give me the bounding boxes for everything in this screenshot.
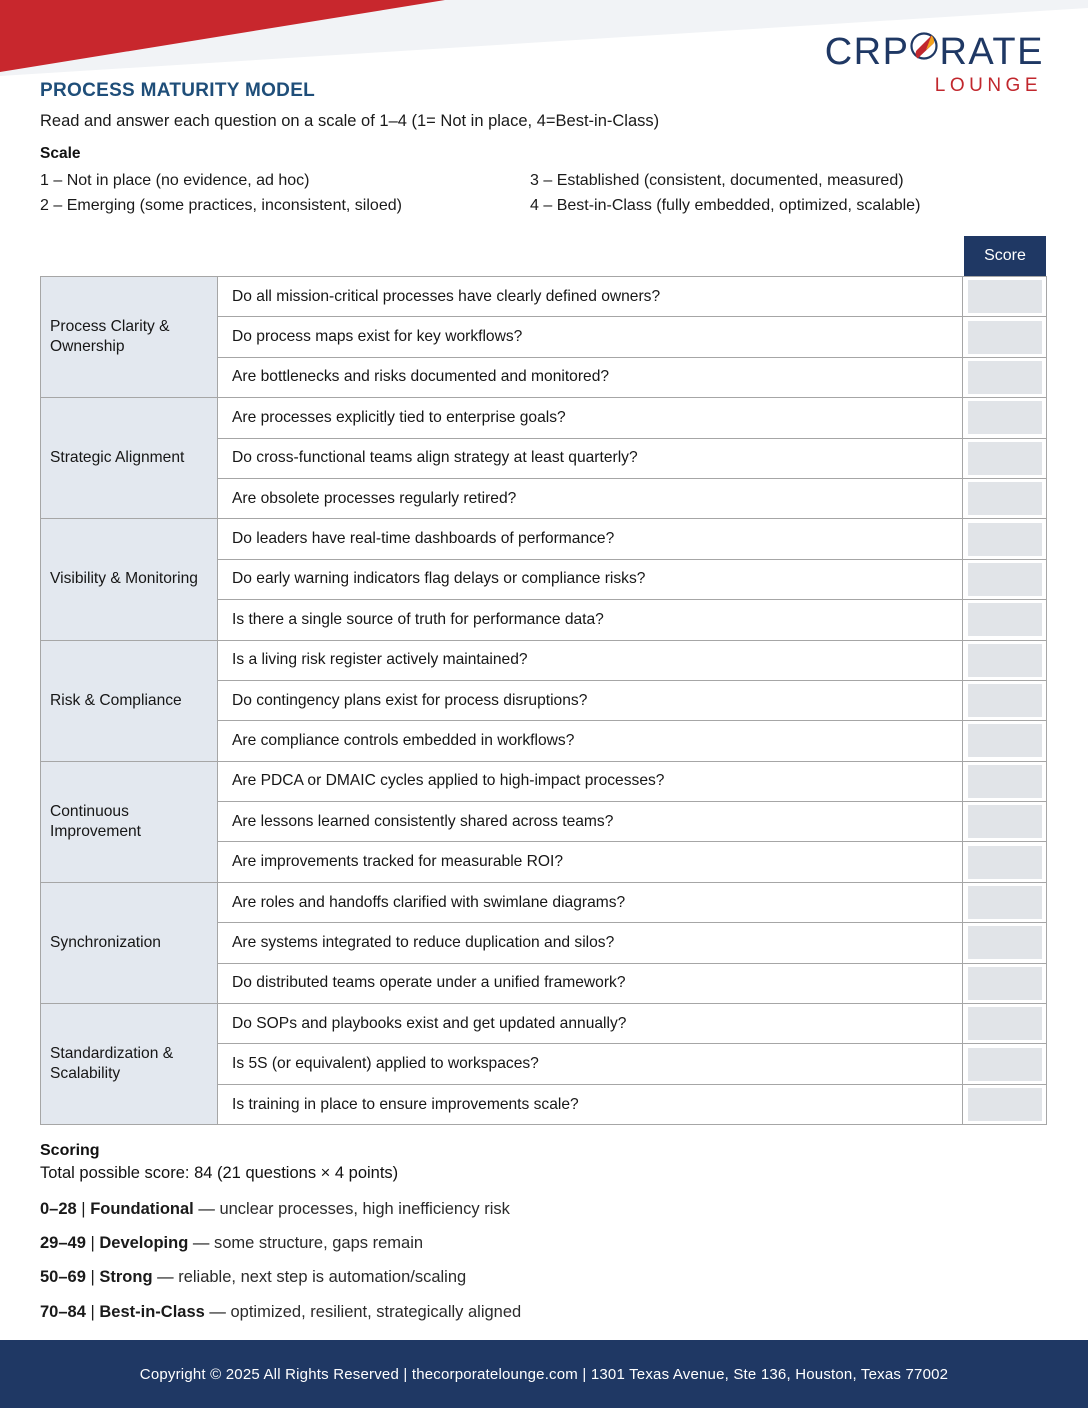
- question-cell: Do contingency plans exist for process disruptions?: [218, 680, 963, 720]
- score-input-box[interactable]: [968, 401, 1042, 434]
- score-input-box[interactable]: [968, 684, 1042, 717]
- category-cell: Process Clarity & Ownership: [41, 277, 218, 398]
- scale-heading: Scale: [40, 145, 81, 162]
- score-column-header: Score: [964, 236, 1046, 276]
- score-band-separator: |: [85, 1233, 100, 1252]
- scale-item-2: 2 – Emerging (some practices, inconsistent, siloed): [40, 197, 402, 214]
- score-band-range: 70–84: [40, 1302, 86, 1321]
- question-cell: Do distributed teams operate under a unified framework?: [218, 963, 963, 1003]
- score-band-separator: |: [85, 1302, 100, 1321]
- brand-text-1: C: [824, 31, 854, 73]
- score-band-dash: —: [204, 1302, 231, 1321]
- maturity-assessment-table: [40, 276, 1047, 1125]
- question-cell: Are PDCA or DMAIC cycles applied to high-impact processes?: [218, 761, 963, 801]
- scoring-legend: [40, 1141, 1040, 1323]
- score-band-row: [40, 1232, 1040, 1254]
- score-input-box[interactable]: [968, 724, 1042, 757]
- question-cell: Is a living risk register actively maintained?: [218, 640, 963, 680]
- score-input-box[interactable]: [968, 563, 1042, 596]
- score-band-label: Developing: [99, 1233, 189, 1252]
- score-input-box[interactable]: [968, 846, 1042, 879]
- score-input-cell[interactable]: [963, 761, 1047, 801]
- table-row: [41, 277, 1047, 317]
- scale-legend: [40, 172, 1050, 215]
- score-input-box[interactable]: [968, 523, 1042, 556]
- category-cell: Standardization & Scalability: [41, 1004, 218, 1125]
- category-cell: Risk & Compliance: [41, 640, 218, 761]
- score-input-box[interactable]: [968, 321, 1042, 354]
- score-band-dash: —: [152, 1268, 179, 1287]
- brand-logo: [825, 26, 1044, 95]
- category-cell: Visibility & Monitoring: [41, 519, 218, 640]
- question-cell: Do SOPs and playbooks exist and get updated annually?: [218, 1004, 963, 1044]
- question-cell: Are bottlenecks and risks documented and monitored?: [218, 357, 963, 397]
- score-input-cell[interactable]: [963, 398, 1047, 438]
- score-input-cell[interactable]: [963, 1084, 1047, 1124]
- score-input-cell[interactable]: [963, 519, 1047, 559]
- brand-sub-wordmark: LOUNGE: [934, 75, 1042, 96]
- score-band-range: 50–69: [40, 1268, 86, 1287]
- score-input-cell[interactable]: [963, 963, 1047, 1003]
- scale-item-4: 4 – Best-in-Class (fully embedded, optimized, scalable): [530, 197, 921, 214]
- score-input-box[interactable]: [968, 482, 1042, 515]
- score-band-label: Foundational: [90, 1199, 194, 1218]
- score-band-dash: —: [188, 1233, 214, 1252]
- score-input-box[interactable]: [968, 361, 1042, 394]
- category-cell: Continuous Improvement: [41, 761, 218, 882]
- scale-item-1: 1 – Not in place (no evidence, ad hoc): [40, 172, 310, 189]
- score-input-cell[interactable]: [963, 842, 1047, 882]
- table-row: [41, 882, 1047, 922]
- score-input-cell[interactable]: [963, 317, 1047, 357]
- score-input-cell[interactable]: [963, 1004, 1047, 1044]
- category-cell: Strategic Alignment: [41, 398, 218, 519]
- scoring-total: Total possible score: 84 (21 questions × 4 points): [40, 1163, 399, 1182]
- question-cell: Do leaders have real-time dashboards of performance?: [218, 519, 963, 559]
- question-cell: Do all mission-critical processes have clearly defined owners?: [218, 277, 963, 317]
- page-footer: [0, 1340, 1088, 1408]
- question-cell: Is training in place to ensure improvements scale?: [218, 1084, 963, 1124]
- score-input-cell[interactable]: [963, 721, 1047, 761]
- score-band-description: unclear processes, high inefficiency risk: [219, 1199, 510, 1218]
- score-band-row: [40, 1198, 1040, 1220]
- score-input-box[interactable]: [968, 1007, 1042, 1040]
- question-cell: Do process maps exist for key workflows?: [218, 317, 963, 357]
- score-band-row: [40, 1301, 1040, 1323]
- score-input-box[interactable]: [968, 765, 1042, 798]
- question-cell: Are systems integrated to reduce duplication and silos?: [218, 923, 963, 963]
- score-band-separator: |: [76, 1199, 91, 1218]
- brand-wordmark: [825, 26, 1044, 71]
- page-subtitle: Read and answer each question on a scale of 1–4 (1= Not in place, 4=Best-in-Class): [40, 112, 660, 130]
- question-cell: Are lessons learned consistently shared across teams?: [218, 802, 963, 842]
- score-input-cell[interactable]: [963, 882, 1047, 922]
- score-input-box[interactable]: [968, 644, 1042, 677]
- score-band-description: reliable, next step is automation/scaling: [178, 1268, 467, 1287]
- score-input-cell[interactable]: [963, 1044, 1047, 1084]
- score-input-box[interactable]: [968, 805, 1042, 838]
- score-input-box[interactable]: [968, 1048, 1042, 1081]
- score-input-cell[interactable]: [963, 923, 1047, 963]
- question-cell: Is 5S (or equivalent) applied to workspaces?: [218, 1044, 963, 1084]
- score-band-range: 29–49: [40, 1233, 86, 1252]
- score-band-separator: |: [85, 1268, 100, 1287]
- question-cell: Are processes explicitly tied to enterprise goals?: [218, 398, 963, 438]
- brand-o-mark-icon: [909, 26, 939, 64]
- table-row: [41, 519, 1047, 559]
- score-input-cell[interactable]: [963, 559, 1047, 599]
- question-cell: Are compliance controls embedded in workflows?: [218, 721, 963, 761]
- score-input-cell[interactable]: [963, 680, 1047, 720]
- question-cell: Do early warning indicators flag delays or compliance risks?: [218, 559, 963, 599]
- score-input-cell[interactable]: [963, 357, 1047, 397]
- score-input-box[interactable]: [968, 886, 1042, 919]
- page-title: PROCESS MATURITY MODEL: [40, 80, 316, 101]
- score-input-cell[interactable]: [963, 802, 1047, 842]
- score-band-description: optimized, resilient, strategically aligned: [230, 1302, 522, 1321]
- score-input-box[interactable]: [968, 442, 1042, 475]
- category-cell: Synchronization: [41, 882, 218, 1003]
- score-input-cell[interactable]: [963, 478, 1047, 518]
- question-cell: Are obsolete processes regularly retired?: [218, 478, 963, 518]
- question-cell: Do cross-functional teams align strategy at least quarterly?: [218, 438, 963, 478]
- score-input-box[interactable]: [968, 603, 1042, 636]
- score-band-row: [40, 1266, 1040, 1288]
- score-band-description: some structure, gaps remain: [213, 1233, 424, 1252]
- brand-text-3: RATE: [939, 31, 1044, 73]
- score-input-cell[interactable]: [963, 438, 1047, 478]
- score-input-box[interactable]: [968, 967, 1042, 1000]
- score-input-cell[interactable]: [963, 640, 1047, 680]
- footer-text: Copyright © 2025 All Rights Reserved | thecorporatelounge.com | 1301 Texas Avenue, Ste 136, Houston, Texas 77002: [139, 1365, 949, 1383]
- table-row: [41, 398, 1047, 438]
- table-row: [41, 1004, 1047, 1044]
- table-row: [41, 761, 1047, 801]
- question-cell: Are improvements tracked for measurable ROI?: [218, 842, 963, 882]
- score-input-cell[interactable]: [963, 600, 1047, 640]
- score-band-range: 0–28: [40, 1199, 77, 1218]
- question-cell: Is there a single source of truth for performance data?: [218, 600, 963, 640]
- score-input-box[interactable]: [968, 1088, 1042, 1121]
- score-band-label: Strong: [99, 1268, 153, 1287]
- brand-text-2: RP: [853, 31, 910, 73]
- scoring-title: Scoring: [40, 1142, 100, 1159]
- table-row: [41, 640, 1047, 680]
- score-band-label: Best-in-Class: [99, 1302, 205, 1321]
- question-cell: Are roles and handoffs clarified with swimlane diagrams?: [218, 882, 963, 922]
- scale-item-3: 3 – Established (consistent, documented, measured): [530, 172, 904, 189]
- score-input-box[interactable]: [968, 926, 1042, 959]
- score-band-dash: —: [193, 1199, 220, 1218]
- score-input-box[interactable]: [968, 280, 1042, 313]
- score-input-cell[interactable]: [963, 277, 1047, 317]
